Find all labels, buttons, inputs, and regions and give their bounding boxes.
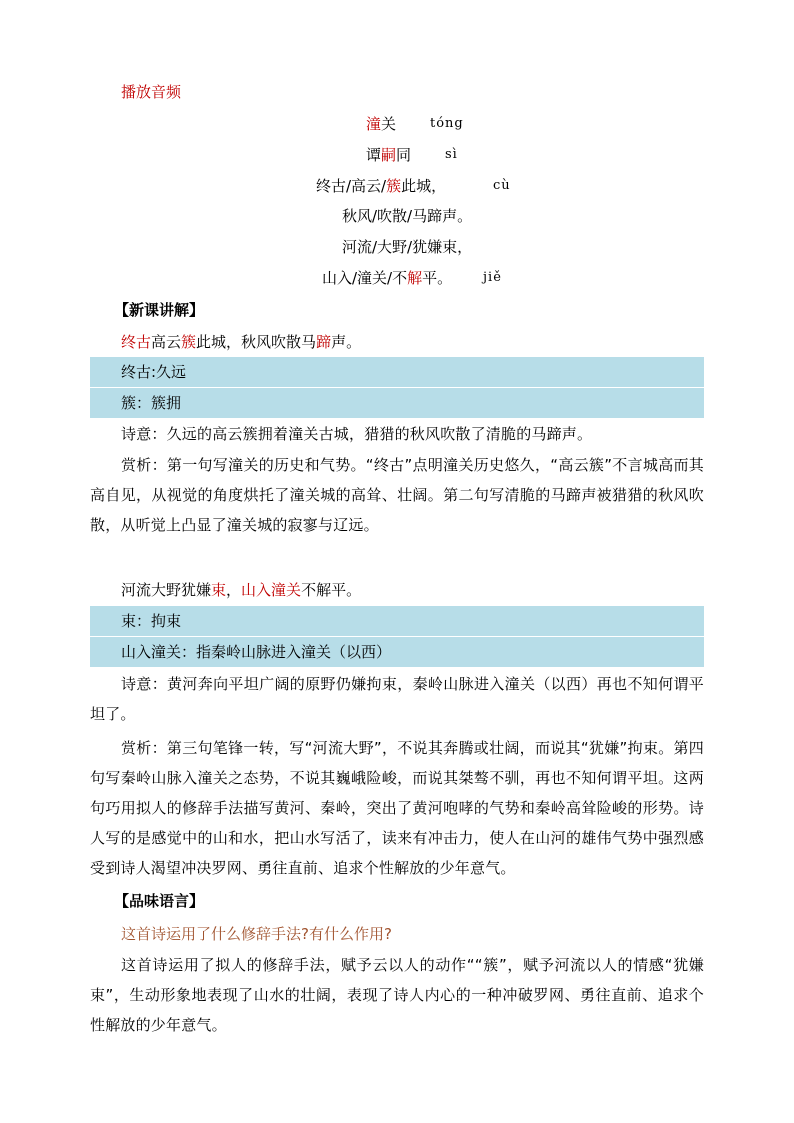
author-char-1: 谭	[366, 146, 382, 164]
couplet-1-c: 簇	[181, 333, 197, 351]
couplet-1-b: 高云	[151, 333, 182, 351]
poem-title	[366, 114, 396, 134]
section-heading-new-lesson: 【新课讲解】	[114, 301, 205, 319]
appreciation-1: 赏析：第一句写潼关的历史和气势。“终古”点明潼关历史悠久，“高云簇”不言城高而其高自见，从视觉的角度烘托了潼关城的高耸、壮阔。第二句写清脆的马蹄声被猎猎的秋风吹散，从听觉上凸显了潼关城的寂寥与辽远。	[90, 456, 704, 534]
pinyin-jie: jiě	[483, 270, 502, 285]
poem-line-4-c: 平。	[422, 269, 453, 287]
couplet-2-a: 河流大野犹嫌	[121, 581, 212, 599]
poem-line-4	[322, 268, 452, 288]
couplet-2	[121, 580, 361, 600]
note-shanru: 山入潼关：指秦岭山脉进入潼关（以西）	[121, 643, 392, 661]
couplet-1-f: 声。	[331, 333, 362, 351]
couplet-2-c: ，	[226, 581, 242, 599]
poem-author	[366, 145, 411, 165]
couplet-2-e: 不解平。	[301, 581, 362, 599]
poem-title-char: 潼	[366, 115, 382, 133]
poem-line-1-c: 此城，	[401, 177, 447, 195]
meaning-2: 诗意：黄河奔向平坦广阔的原野仍嫌拘束，秦岭山脉进入潼关（以西）再也不知何谓平坦了。	[90, 675, 704, 723]
poem-line-1-a: 终古/高云/	[316, 177, 387, 195]
note-cu: 簇：簇拥	[121, 394, 182, 412]
couplet-2-d: 山入潼关	[241, 581, 302, 599]
pinyin-si: sì	[445, 147, 458, 162]
meaning-1: 诗意：久远的高云簇拥着潼关古城，猎猎的秋风吹散了清脆的马蹄声。	[121, 425, 593, 443]
couplet-1-d: 此城，秋风吹散马	[196, 333, 317, 351]
poem-line-4-a: 山入/潼关/不	[322, 269, 408, 287]
play-audio-link[interactable]: 播放音频	[121, 83, 182, 101]
poem-line-4-b: 解	[407, 269, 423, 287]
author-char-3: 同	[396, 146, 412, 164]
poem-line-2: 秋风/吹散/马蹄声。	[342, 207, 473, 225]
couplet-1-a: 终古	[121, 333, 152, 351]
pinyin-cu: cù	[493, 178, 511, 193]
couplet-1	[121, 332, 361, 352]
appreciation-2: 赏析：第三句笔锋一转，写“河流大野”，不说其奔腾或壮阔，而说其“犹嫌”拘束。第四句写秦岭山脉入潼关之态势，不说其巍峨险峻，而说其桀骜不驯，再也不知何谓平坦。这两句巧用拟人的修辞手法描写黄河、秦岭，突出了黄河咆哮的气势和秦岭高耸险峻的形势。诗人写的是感觉中的山和水，把山水写活了，读来有冲击力，使人在山河的雄伟气势中强烈感受到诗人渴望冲决罗网、勇往直前、追求个性解放的少年意气。	[90, 739, 704, 877]
couplet-2-b: 束	[211, 581, 227, 599]
section-heading-language: 【品味语言】	[114, 892, 205, 910]
author-char-2: 嗣	[381, 146, 397, 164]
poem-title-rest: 关	[381, 115, 397, 133]
note-band-3	[90, 606, 704, 636]
poem-line-1-b: 簇	[386, 177, 402, 195]
couplet-1-e: 蹄	[316, 333, 332, 351]
poem-line-3: 河流/大野/犹嫌束，	[342, 238, 473, 256]
note-band-4	[90, 637, 704, 667]
note-shu: 束：拘束	[121, 612, 182, 630]
note-zhonggu: 终古:久远	[121, 363, 187, 381]
note-band-2	[90, 388, 704, 418]
poem-line-1	[316, 176, 446, 196]
question: 这首诗运用了什么修辞手法?有什么作用?	[121, 925, 392, 943]
note-band-1	[90, 357, 704, 387]
answer: 这首诗运用了拟人的修辞手法，赋予云以人的动作““簇”，赋予河流以人的情感“犹嫌束”，生动形象地表现了山水的壮阔，表现了诗人内心的一种冲破罗网、勇往直前、追求个性解放的少年意气。	[90, 956, 704, 1034]
pinyin-tong: tóng	[430, 116, 464, 131]
